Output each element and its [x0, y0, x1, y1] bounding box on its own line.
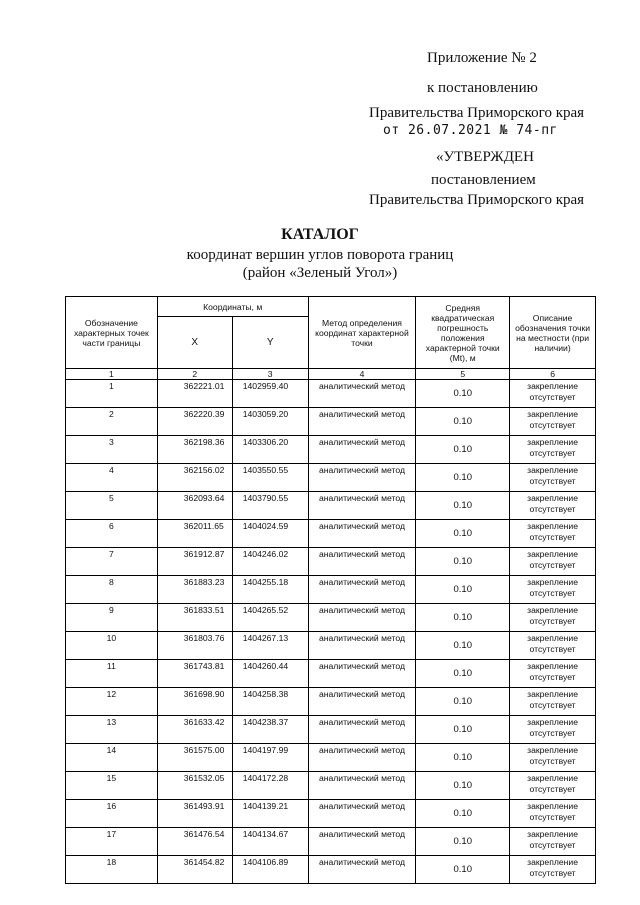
coord-y: 1404258.38: [232, 688, 308, 716]
coord-x: 361476.54: [157, 828, 232, 856]
coord-x: 361803.76: [157, 632, 232, 660]
coord-x: 361743.81: [157, 660, 232, 688]
coord-x: 361454.82: [157, 856, 232, 884]
error-cell: 0.10: [416, 436, 510, 464]
description-cell: закрепление отсутствует: [510, 688, 596, 716]
coord-x: 362198.36: [157, 436, 232, 464]
error-cell: 0.10: [416, 856, 510, 884]
method-cell: аналитический метод: [308, 380, 416, 408]
error-cell: 0.10: [416, 688, 510, 716]
resolution-date-number: от 26.07.2021 № 74-пг: [383, 123, 558, 138]
coord-x: 361575.00: [157, 744, 232, 772]
table-row: [66, 604, 596, 632]
method-cell: аналитический метод: [308, 408, 416, 436]
error-cell: 0.10: [416, 548, 510, 576]
header-description: Описание обозначения точки на местности (при наличии): [510, 297, 596, 369]
description-cell: закрепление отсутствует: [510, 604, 596, 632]
header-y: Y: [232, 317, 308, 369]
approved-label: «УТВЕРЖДЕН: [436, 149, 534, 165]
coord-y: 1404260.44: [232, 660, 308, 688]
coord-y: 1404197.99: [232, 744, 308, 772]
method-cell: аналитический метод: [308, 464, 416, 492]
coord-x: 362156.02: [157, 464, 232, 492]
method-cell: аналитический метод: [308, 576, 416, 604]
point-number: 5: [66, 492, 158, 520]
coord-y: 1404024.59: [232, 520, 308, 548]
table-row: [66, 688, 596, 716]
point-number: 12: [66, 688, 158, 716]
government-name: Правительства Приморского края: [369, 105, 585, 121]
header-coordinates: Координаты, м: [157, 297, 308, 317]
error-cell: 0.10: [416, 660, 510, 688]
coord-x: 361698.90: [157, 688, 232, 716]
point-number: 15: [66, 772, 158, 800]
method-cell: аналитический метод: [308, 632, 416, 660]
header-point-designation: Обозначение характерных точек части границы: [66, 297, 158, 369]
header-method: Метод определения координат характерной точки: [308, 297, 416, 369]
error-cell: 0.10: [416, 632, 510, 660]
coord-y: 1404238.37: [232, 716, 308, 744]
coord-y: 1403790.55: [232, 492, 308, 520]
point-number: 6: [66, 520, 158, 548]
point-number: 2: [66, 408, 158, 436]
method-cell: аналитический метод: [308, 604, 416, 632]
description-cell: закрепление отсутствует: [510, 408, 596, 436]
description-cell: закрепление отсутствует: [510, 380, 596, 408]
point-number: 17: [66, 828, 158, 856]
description-cell: закрепление отсутствует: [510, 492, 596, 520]
error-cell: 0.10: [416, 380, 510, 408]
coord-y: 1404134.67: [232, 828, 308, 856]
catalog-title: КАТАЛОГ: [281, 226, 359, 243]
coord-x: 361633.42: [157, 716, 232, 744]
coordinates-table: [65, 296, 596, 884]
coord-y: 1404267.13: [232, 632, 308, 660]
coord-x: 362221.01: [157, 380, 232, 408]
coord-y: 1404139.21: [232, 800, 308, 828]
error-cell: 0.10: [416, 744, 510, 772]
table-row: [66, 492, 596, 520]
coord-x: 361493.91: [157, 800, 232, 828]
point-number: 10: [66, 632, 158, 660]
description-cell: закрепление отсутствует: [510, 744, 596, 772]
method-cell: аналитический метод: [308, 744, 416, 772]
table-row: [66, 436, 596, 464]
table-row: [66, 576, 596, 604]
coord-y: 1404255.18: [232, 576, 308, 604]
error-cell: 0.10: [416, 716, 510, 744]
point-number: 3: [66, 436, 158, 464]
coord-x: 361833.51: [157, 604, 232, 632]
description-cell: закрепление отсутствует: [510, 772, 596, 800]
method-cell: аналитический метод: [308, 800, 416, 828]
col-number: 5: [416, 369, 510, 380]
table-row: [66, 380, 596, 408]
table-row: [66, 464, 596, 492]
description-cell: закрепление отсутствует: [510, 828, 596, 856]
method-cell: аналитический метод: [308, 688, 416, 716]
table-row: [66, 660, 596, 688]
description-cell: закрепление отсутствует: [510, 632, 596, 660]
error-cell: 0.10: [416, 604, 510, 632]
to-resolution: к постановлению: [427, 80, 538, 96]
catalog-subtitle: координат вершин углов поворота границ: [186, 247, 454, 263]
appendix-number: Приложение № 2: [427, 50, 537, 66]
coord-x: 361883.23: [157, 576, 232, 604]
point-number: 16: [66, 800, 158, 828]
error-cell: 0.10: [416, 408, 510, 436]
description-cell: закрепление отсутствует: [510, 856, 596, 884]
description-cell: закрепление отсутствует: [510, 576, 596, 604]
header-error: Средняя квадратическая погрешность положения характерной точки (Mt), м: [416, 297, 510, 369]
point-number: 1: [66, 380, 158, 408]
point-number: 4: [66, 464, 158, 492]
col-number: 4: [308, 369, 416, 380]
coord-y: 1404172.28: [232, 772, 308, 800]
description-cell: закрепление отсутствует: [510, 800, 596, 828]
error-cell: 0.10: [416, 828, 510, 856]
coord-y: 1402959.40: [232, 380, 308, 408]
table-row: [66, 520, 596, 548]
point-number: 13: [66, 716, 158, 744]
point-number: 11: [66, 660, 158, 688]
method-cell: аналитический метод: [308, 520, 416, 548]
table-row: [66, 800, 596, 828]
coord-x: 361912.87: [157, 548, 232, 576]
point-number: 14: [66, 744, 158, 772]
catalog-district: (район «Зеленый Угол»): [242, 265, 398, 281]
error-cell: 0.10: [416, 520, 510, 548]
table-row: [66, 548, 596, 576]
error-cell: 0.10: [416, 492, 510, 520]
table-row: [66, 772, 596, 800]
description-cell: закрепление отсутствует: [510, 548, 596, 576]
error-cell: 0.10: [416, 800, 510, 828]
table-row: [66, 716, 596, 744]
coord-y: 1403550.55: [232, 464, 308, 492]
point-number: 7: [66, 548, 158, 576]
col-number: 3: [232, 369, 308, 380]
method-cell: аналитический метод: [308, 492, 416, 520]
error-cell: 0.10: [416, 576, 510, 604]
description-cell: закрепление отсутствует: [510, 436, 596, 464]
point-number: 9: [66, 604, 158, 632]
col-number: 6: [510, 369, 596, 380]
table-row: [66, 828, 596, 856]
government-name-2: Правительства Приморского края: [369, 192, 585, 208]
col-number: 1: [66, 369, 158, 380]
method-cell: аналитический метод: [308, 716, 416, 744]
coord-y: 1404106.89: [232, 856, 308, 884]
description-cell: закрепление отсутствует: [510, 660, 596, 688]
method-cell: аналитический метод: [308, 436, 416, 464]
coord-y: 1404265.52: [232, 604, 308, 632]
description-cell: закрепление отсутствует: [510, 716, 596, 744]
coord-y: 1404246.02: [232, 548, 308, 576]
point-number: 18: [66, 856, 158, 884]
table-row: [66, 856, 596, 884]
coord-x: 362093.64: [157, 492, 232, 520]
by-resolution: постановлением: [431, 172, 536, 188]
coord-y: 1403306.20: [232, 436, 308, 464]
table-row: [66, 744, 596, 772]
method-cell: аналитический метод: [308, 548, 416, 576]
error-cell: 0.10: [416, 772, 510, 800]
method-cell: аналитический метод: [308, 828, 416, 856]
header-x: X: [157, 317, 232, 369]
coord-x: 362220.39: [157, 408, 232, 436]
point-number: 8: [66, 576, 158, 604]
error-cell: 0.10: [416, 464, 510, 492]
method-cell: аналитический метод: [308, 856, 416, 884]
coord-x: 362011.65: [157, 520, 232, 548]
table-row: [66, 632, 596, 660]
description-cell: закрепление отсутствует: [510, 520, 596, 548]
method-cell: аналитический метод: [308, 772, 416, 800]
method-cell: аналитический метод: [308, 660, 416, 688]
description-cell: закрепление отсутствует: [510, 464, 596, 492]
col-number: 2: [157, 369, 232, 380]
coord-y: 1403059.20: [232, 408, 308, 436]
table-row: [66, 408, 596, 436]
coord-x: 361532.05: [157, 772, 232, 800]
